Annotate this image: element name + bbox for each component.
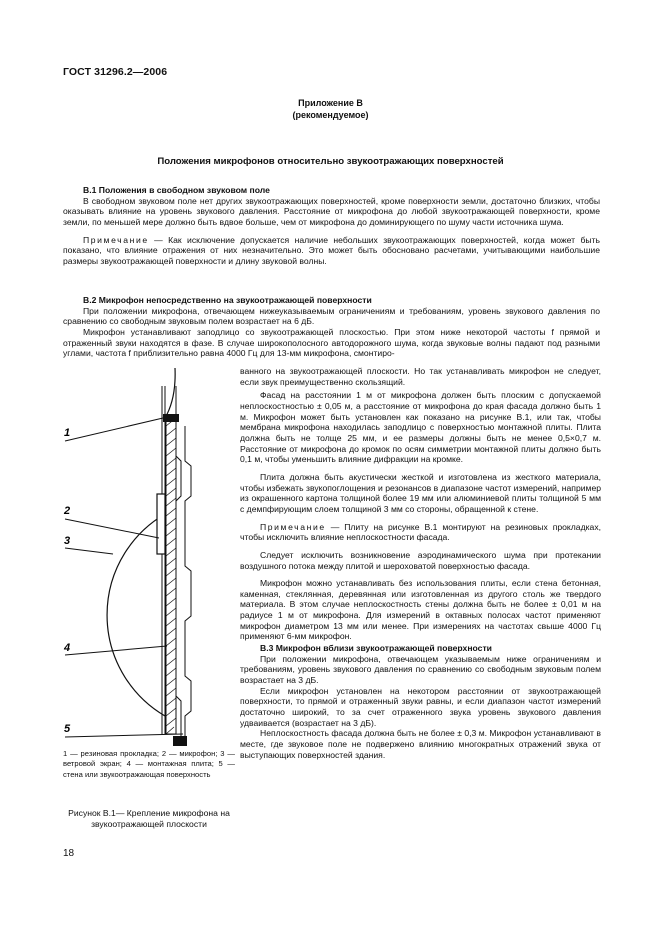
right-column — [240, 366, 601, 760]
mounting-plate — [166, 418, 176, 734]
wall-inner-profile — [176, 386, 181, 738]
section-b2-paragraph-6: Микрофон можно устанавливать без использования плиты, если стена бетонная, каменная, стеклянная, деревянная или изготовленная из другого столь же твердого материала. В этом случае неплоскостность стены должна быть не более ± 0,01 м на радиусе 1 м от микрофона. Для измерений в октавных полосах частот применяют микрофон диаметром 13 мм или менее. При измерениях на частотах свыше 4000 Гц применяют 6-мм микрофон. — [240, 578, 601, 642]
figure-label-3: 3 — [64, 535, 71, 547]
note-text: — Плиту на рисунке В.1 монтируют на резиновых прокладках, чтобы исключить влияние неплоскостности фасада. — [240, 521, 602, 543]
section-b2-paragraph-2: Микрофон устанавливают заподлицо со звукоотражающей плоскостью. При этом ниже некоторой частоты f прямой и отраженный звуки находятся в фазе. В случае широкополосного автодорожного шума, когда звуковые волны падают под разными углами, частота f приблизительно равна 4000 Гц для 13-мм микрофона, смонтиро- — [63, 326, 600, 359]
main-title: Положения микрофонов относительно звукоотражающих поверхностей — [157, 156, 504, 167]
leader-line-3 — [65, 548, 113, 554]
leader-line-5 — [65, 734, 183, 737]
figure-b1-drawing — [63, 366, 238, 746]
note-text: — Как исключение допускается наличие небольших звукоотражающих поверхностей, когда может быть показано, что влияние отражения от них незначительно. Это может быть обосновано расчетами, учитывающими наибольшие размеры звукоотражающей поверхности и длину звуковой волны. — [63, 234, 600, 266]
appendix-subtitle: (рекомендуемое) — [292, 109, 369, 120]
figure-label-1: 1 — [64, 427, 71, 439]
section-b2-paragraph-3: Фасад на расстоянии 1 м от микрофона должен быть плоским с допускаемой неплоскостностью ± 0,05 м, а расстояние от микрофона до края фасада должно быть 1 м. Микрофон может быть установлен как показано на рисунке В.1, или так, чтобы мембрана микрофона находилась заподлицо с поверхностью монтажной плиты. Плита должна быть не толще 25 мм, и ее размеры должны быть не менее 0,5×0,7 м. Расстояние от микрофона до кромок по осям симметрии монтажной плиты должно быть 0,1 м, чтобы уменьшить влияние дифракции на кромке. — [240, 390, 601, 465]
figure-caption: Рисунок В.1— Крепление микрофона на звукоотражающей плоскости — [68, 808, 230, 829]
section-b2-paragraph-1: При положении микрофона, отвечающем нижеуказываемым ограничениям и требованиям, уровень звукового давления по сравнению со свободным звуковым полем возрастает на 6 дБ. — [63, 305, 600, 327]
section-b2-heading: В.2 Микрофон непосредственно на звукоотражающей поверхности — [83, 295, 372, 305]
page-number: 18 — [63, 848, 75, 859]
section-b1-heading: В.1 Положения в свободном звуковом поле — [83, 185, 270, 195]
leader-line-4 — [65, 646, 167, 655]
section-b2-paragraph-5: Следует исключить возникновение аэродинамического шума при протекании воздушного потока между плитой и шероховатой поверхностью фасада. — [240, 549, 601, 571]
wall-base — [173, 736, 187, 746]
wall-outer-profile — [185, 426, 191, 738]
figure-label-4: 4 — [64, 642, 71, 654]
figure-legend: 1 — резиновая прокладка; 2 — микрофон; 3 — ветровой экран; 4 — монтажная плита; 5 — стена или звукоотражающая поверхность — [63, 749, 235, 779]
section-b1-paragraph: В свободном звуковом поле нет других звукоотражающих поверхностей, кроме поверхности земли, достаточно близких, чтобы оказывать влияние на уровень звукового давления. Расстояние от микрофона до любой звукоотражающей поверхности, кроме земли, по меньшей мере должно быть вдвое больше, чем от микрофона до доминирующего по шуму части источника шума. — [63, 195, 600, 227]
section-b1 — [63, 185, 600, 267]
windscreen-arc — [107, 514, 165, 716]
appendix-title: Приложение В — [298, 98, 363, 108]
note-label: Примечание — [260, 521, 326, 532]
microphone-body — [157, 494, 165, 554]
section-b3-paragraph-1: При положении микрофона, отвечающем указываемым ниже ограничениям и требованиям, уровень звукового давления по сравнению со свободным звуковым полем возрастает на 3 дБ. — [240, 653, 601, 686]
section-b1-note — [63, 235, 600, 267]
microphone-cable — [165, 368, 175, 418]
section-b2-note — [240, 522, 601, 543]
section-b2 — [63, 295, 600, 359]
section-b3-paragraph-3: Неплоскостность фасада должна быть не более ± 0,3 м. Микрофон устанавливают в месте, где звуковое поле не подвержено влиянию многократных отражений звука от выступающих поверхностей здания. — [240, 728, 601, 760]
rubber-pad — [163, 414, 179, 422]
section-b2-paragraph-4: Плита должна быть акустически жесткой и изготовлена из жесткого материала, чтобы избежать звукопоглощения и резонансов в диапазоне частот измерений, например из окрашенного картона толщиной более 19 мм или алюминиевой плиты толщиной 5 мм с демпфирующим слоем толщиной 3 мм со стороны, обращенной к стене. — [240, 471, 601, 514]
note-label: Примечание — [83, 234, 149, 245]
figure-label-2: 2 — [64, 505, 71, 517]
document-header: ГОСТ 31296.2—2006 — [63, 66, 168, 78]
section-b3-heading: В.3 Микрофон вблизи звукоотражающей поверхности — [260, 643, 492, 654]
appendix-heading — [0, 98, 661, 121]
figure-label-5: 5 — [64, 723, 71, 735]
section-b2-paragraph-2-continued: ванного на звукоотражающей плоскости. Но так устанавливать микрофон не следует, если звук преимущественно скользящий. — [240, 366, 601, 387]
leader-line-1 — [65, 418, 163, 441]
section-b3-paragraph-2: Если микрофон установлен на некотором расстоянии от звукоотражающей поверхности, то прямой и отраженный звуки равны, и если диапазон частот измерений достаточно широкий, то за счет отраженного звука уровень звукового давления удваивается (возрастает на 3 дБ). — [240, 685, 601, 728]
